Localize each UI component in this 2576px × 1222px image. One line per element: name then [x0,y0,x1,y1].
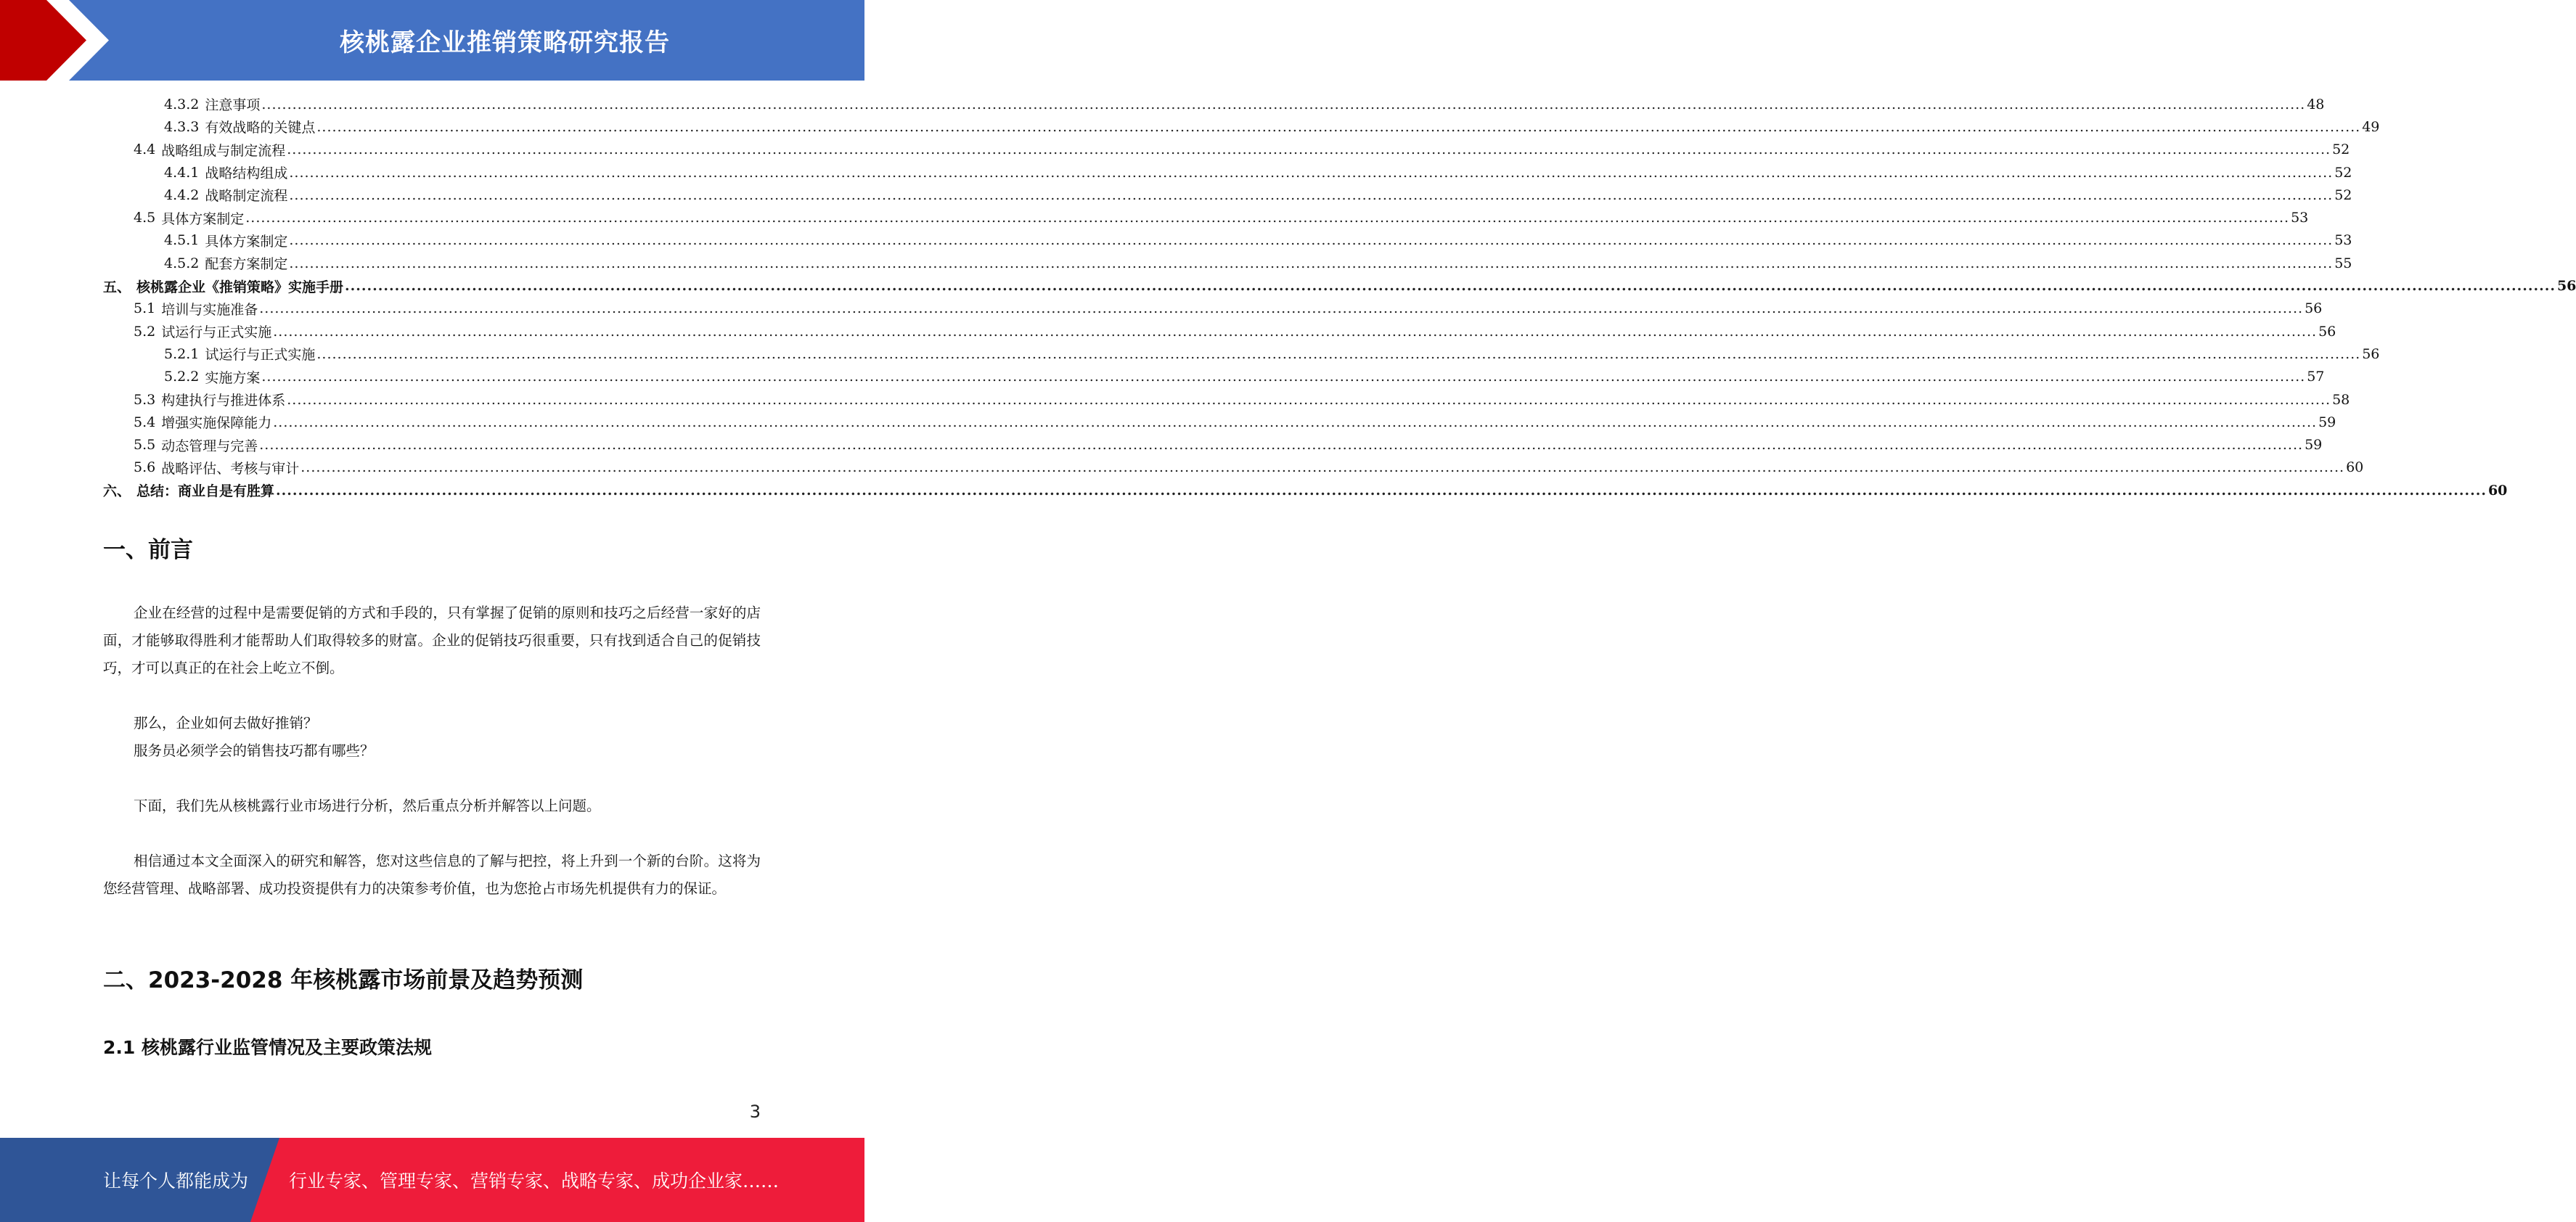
toc-entry[interactable] [103,229,2352,252]
toc-entry[interactable] [103,93,2325,115]
toc-entry[interactable] [103,366,2325,388]
toc-entry-page: 52 [2332,142,2350,158]
toc-entry-page: 56 [2556,278,2576,295]
toc-entry-page: 60 [2346,459,2364,476]
toc-dot-leader: ................................................................................................................................................................................................................................................................................................................................................................................................................ [300,459,2345,476]
toc-entry[interactable] [103,433,2323,456]
toc-entry-page: 59 [2318,414,2336,430]
toc-dot-leader: ................................................................................................................................................................................................................................................................................................................................................................................................................ [289,164,2334,181]
toc-dot-leader: ................................................................................................................................................................................................................................................................................................................................................................................................................ [261,369,2306,385]
toc-entry-number: 4.5.1 [164,232,200,249]
toc-entry-title: 战略制定流程 [205,188,288,205]
toc-entry[interactable] [103,320,2336,343]
toc-dot-leader: ................................................................................................................................................................................................................................................................................................................................................................................................................ [276,482,2487,499]
toc-entry-page: 56 [2362,345,2380,362]
toc-dot-leader: ................................................................................................................................................................................................................................................................................................................................................................................................................ [261,96,2306,112]
toc-entry-page: 56 [2318,323,2336,340]
toc-entry-title: 增强实施保障能力 [161,415,272,432]
chapter-2-heading: 二、2023-2028 年核桃露市场前景及趋势预测 [103,967,584,993]
preface-paragraph-1: 企业在经营的过程中是需要促销的方式和手段的，只有掌握了促销的原则和技巧之后经营一家好的店面，才能够取得胜利才能帮助人们取得较多的财富。企业的促销技巧很重要，只有找到适合自己的促销技巧，才可以真正的在社会上屹立不倒。 [103,604,761,676]
toc-entry-page: 56 [2305,300,2323,317]
toc-entry-number: 六、 [103,483,131,500]
toc-entry-title: 构建执行与推进体系 [161,393,286,409]
toc-entry[interactable] [103,139,2350,161]
toc-entry[interactable] [103,456,2364,479]
toc-dot-leader: ................................................................................................................................................................................................................................................................................................................................................................................................................ [259,437,2304,454]
toc-entry-page: 48 [2307,96,2325,112]
table-of-contents [103,93,2576,501]
report-title: 核桃露企业推销策略研究报告 [340,28,670,57]
toc-entry-page: 49 [2362,118,2380,135]
toc-entry-number: 5.5 [134,437,156,454]
section-2-1-heading: 2.1 核桃露行业监管情况及主要政策法规 [103,1037,432,1058]
toc-dot-leader: ................................................................................................................................................................................................................................................................................................................................................................................................................ [273,414,2318,430]
toc-entry-number: 5.3 [134,391,156,408]
toc-entry-number: 5.4 [134,414,156,430]
preface-question-1: 那么，企业如何去做好推销？ [134,715,318,731]
toc-entry-title: 具体方案制定 [161,210,245,227]
footer-slogan-left: 让每个人都能成为 [103,1170,249,1192]
toc-entry[interactable] [103,343,2380,365]
toc-entry-title: 注意事项 [205,97,261,114]
toc-entry-title: 总结：商业自是有胜算 [136,483,275,500]
toc-entry-page: 58 [2332,391,2350,408]
preface-paragraph-2: 下面，我们先从核桃露行业市场进行分析，然后重点分析并解答以上问题。 [134,797,601,814]
footer-slogan-right: 行业专家、管理专家、营销专家、战略专家、成功企业家…… [289,1170,780,1192]
toc-entry-title: 培训与实施准备 [161,301,258,318]
red-arrow-icon [0,0,116,81]
toc-entry-number: 4.3.3 [164,118,200,135]
footer-banner [0,1138,864,1222]
toc-entry[interactable] [103,115,2380,138]
toc-entry-title: 实施方案 [205,369,261,386]
toc-entry-page: 53 [2334,232,2352,249]
toc-entry-number: 5.2 [134,323,156,340]
toc-entry-page: 53 [2291,210,2309,226]
toc-dot-leader: ................................................................................................................................................................................................................................................................................................................................................................................................................ [273,323,2318,340]
toc-entry-title: 核桃露企业《推销策略》实施手册 [136,279,344,295]
toc-entry-page: 59 [2305,437,2323,454]
toc-entry-number: 4.4.2 [164,186,200,203]
toc-dot-leader: ................................................................................................................................................................................................................................................................................................................................................................................................................ [287,391,2331,408]
toc-entry-title: 配套方案制定 [205,256,288,273]
toc-entry-page: 55 [2334,255,2352,271]
toc-dot-leader: ................................................................................................................................................................................................................................................................................................................................................................................................................ [259,300,2304,317]
preface-question-2: 服务员必须学会的销售技巧都有哪些？ [134,742,375,759]
toc-entry[interactable] [103,252,2352,274]
toc-entry-number: 4.3.2 [164,96,200,112]
header-banner [0,0,864,81]
toc-entry[interactable] [103,388,2350,411]
toc-dot-leader: ................................................................................................................................................................................................................................................................................................................................................................................................................ [287,142,2331,158]
toc-entry-number: 4.5.2 [164,255,200,271]
toc-entry-number: 4.5 [134,210,156,226]
toc-dot-leader: ................................................................................................................................................................................................................................................................................................................................................................................................................ [316,345,2361,362]
toc-entry-title: 战略评估、考核与审计 [161,460,300,477]
toc-entry-title: 具体方案制定 [205,233,288,250]
toc-entry-number: 4.4 [134,142,156,158]
toc-entry-page: 60 [2487,482,2508,499]
toc-entry-page: 52 [2334,186,2352,203]
toc-entry[interactable] [103,161,2352,184]
toc-entry-number: 5.6 [134,459,156,476]
page-number: 3 [749,1102,761,1122]
toc-entry-page: 52 [2334,164,2352,181]
toc-entry-title: 战略组成与制定流程 [161,142,286,159]
toc-dot-leader: ................................................................................................................................................................................................................................................................................................................................................................................................................ [289,186,2334,203]
toc-dot-leader: ................................................................................................................................................................................................................................................................................................................................................................................................................ [289,232,2334,249]
toc-entry[interactable] [103,479,2508,501]
toc-dot-leader: ................................................................................................................................................................................................................................................................................................................................................................................................................ [289,255,2334,271]
toc-entry-number: 4.4.1 [164,164,200,181]
toc-entry-title: 战略结构组成 [205,165,288,182]
toc-dot-leader: ................................................................................................................................................................................................................................................................................................................................................................................................................ [345,278,2556,295]
toc-entry[interactable] [103,274,2576,297]
toc-entry-number: 5.2.1 [164,345,200,362]
toc-entry-page: 57 [2307,369,2325,385]
toc-entry[interactable] [103,411,2336,433]
toc-dot-leader: ................................................................................................................................................................................................................................................................................................................................................................................................................ [245,210,2290,226]
toc-entry-number: 五、 [103,279,131,295]
toc-entry-title: 有效战略的关键点 [205,120,316,136]
toc-entry[interactable] [103,298,2323,320]
toc-entry[interactable] [103,184,2352,206]
toc-dot-leader: ................................................................................................................................................................................................................................................................................................................................................................................................................ [316,118,2361,135]
toc-entry[interactable] [103,206,2309,229]
toc-entry-title: 试运行与正式实施 [205,347,316,364]
toc-entry-number: 5.2.2 [164,369,200,385]
toc-entry-number: 5.1 [134,300,156,317]
toc-entry-title: 试运行与正式实施 [161,324,272,341]
preface-heading: 一、前言 [103,537,193,563]
toc-entry-title: 动态管理与完善 [161,438,258,454]
preface-paragraph-3: 相信通过本文全面深入的研究和解答，您对这些信息的了解与把控，将上升到一个新的台阶。这将为您经营管理、战略部署、成功投资提供有力的决策参考价值，也为您抢占市场先机提供有力的保证。 [103,853,761,897]
